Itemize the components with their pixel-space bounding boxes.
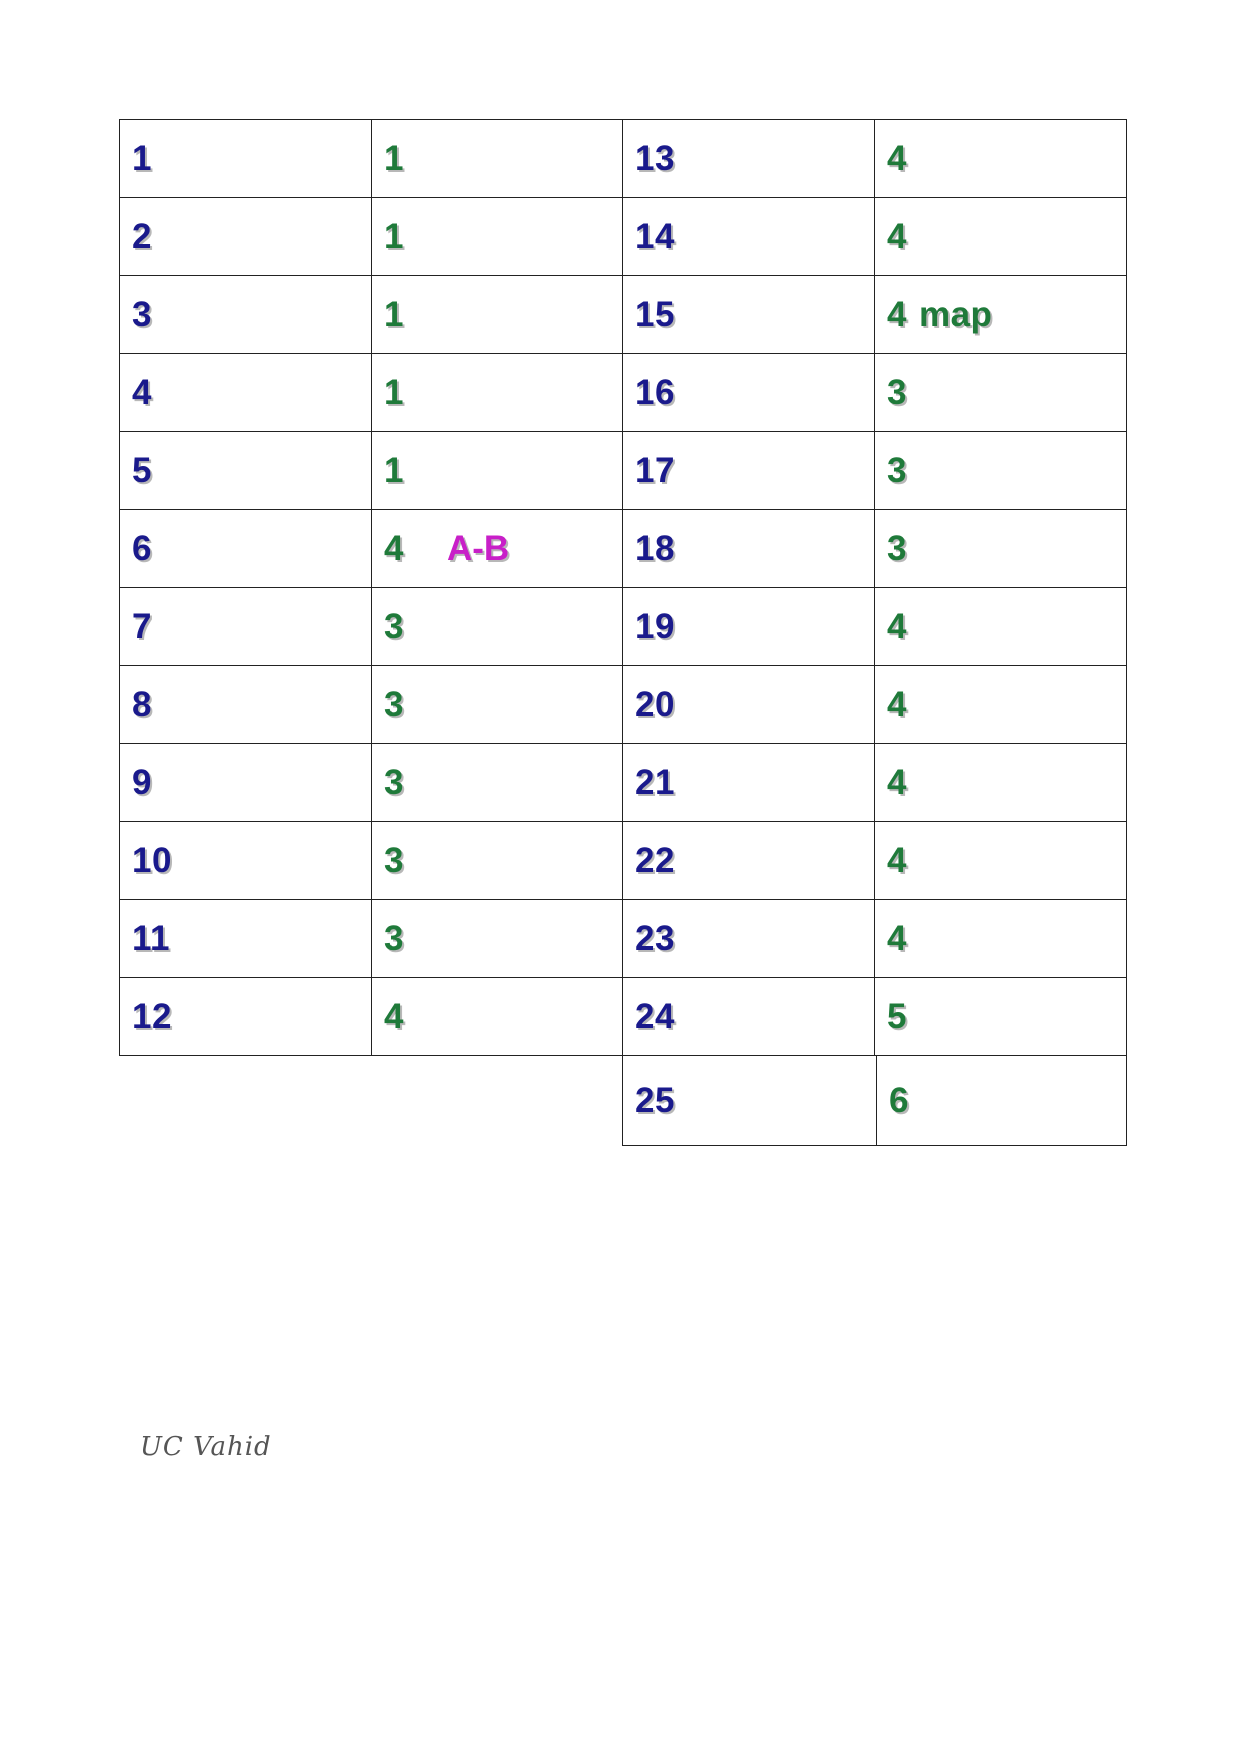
question-number-value: 23 — [635, 918, 675, 958]
answer-note: map — [918, 294, 993, 334]
question-number-value: 15 — [635, 294, 675, 334]
question-number-value: 21 — [635, 762, 675, 802]
answer-value: 4 — [384, 996, 404, 1036]
answer — [887, 528, 907, 568]
question-number-cell — [119, 587, 372, 666]
question-number-value: 8 — [132, 684, 152, 724]
question-number — [132, 450, 152, 490]
question-number — [132, 684, 152, 724]
question-number-cell — [119, 821, 372, 900]
answer-cell — [371, 197, 623, 276]
question-number — [132, 294, 152, 334]
question-number — [132, 372, 152, 412]
answer — [384, 138, 404, 178]
question-number-cell — [119, 899, 372, 978]
answer-value: 4 — [887, 138, 907, 178]
answer-value: 3 — [384, 606, 404, 646]
answer-cell — [371, 353, 623, 432]
answer-value: 3 — [384, 762, 404, 802]
answer-cell — [876, 1055, 1127, 1146]
question-number — [635, 684, 675, 724]
question-number — [132, 606, 152, 646]
question-number-cell — [622, 197, 875, 276]
question-number-cell — [119, 665, 372, 744]
answer — [887, 294, 993, 334]
answer — [384, 762, 404, 802]
answer — [887, 372, 907, 412]
answer — [887, 918, 907, 958]
question-number — [635, 450, 675, 490]
question-number-cell — [119, 197, 372, 276]
answer-value: 3 — [384, 918, 404, 958]
answer-cell — [874, 431, 1127, 510]
question-number-cell — [622, 977, 875, 1056]
question-number — [635, 138, 675, 178]
question-number-cell — [119, 275, 372, 354]
answer-value: 3 — [887, 528, 907, 568]
answer-cell — [371, 977, 623, 1056]
answer-note: A-B — [447, 528, 510, 568]
question-number — [635, 528, 675, 568]
answer-cell — [371, 119, 623, 198]
answer — [887, 138, 907, 178]
answer-value: 1 — [384, 450, 404, 490]
question-number-cell — [119, 509, 372, 588]
answer-cell — [874, 197, 1127, 276]
question-number-cell — [622, 587, 875, 666]
question-number — [635, 216, 675, 256]
answer-value: 4 — [887, 918, 907, 958]
answer — [887, 450, 907, 490]
question-number-value: 17 — [635, 450, 675, 490]
question-number-value: 16 — [635, 372, 675, 412]
answer-cell — [371, 821, 623, 900]
question-number-value: 2 — [132, 216, 152, 256]
question-number-cell — [622, 275, 875, 354]
question-number-value: 6 — [132, 528, 152, 568]
answer — [384, 528, 404, 568]
question-number-value: 14 — [635, 216, 675, 256]
question-number-cell — [119, 431, 372, 510]
question-number — [132, 918, 170, 958]
question-number-cell — [119, 743, 372, 822]
question-number-value: 5 — [132, 450, 152, 490]
question-number-value: 9 — [132, 762, 152, 802]
answer-cell — [371, 743, 623, 822]
question-number-value: 22 — [635, 840, 675, 880]
question-number — [635, 840, 675, 880]
answer-cell — [371, 275, 623, 354]
question-number-value: 25 — [635, 1080, 675, 1120]
answer-cell — [874, 977, 1127, 1056]
question-number-value: 1 — [132, 138, 152, 178]
signature: UC Vahid — [140, 1432, 272, 1462]
question-number-cell — [622, 821, 875, 900]
question-number-cell — [622, 431, 875, 510]
question-number — [635, 372, 675, 412]
answer — [384, 996, 404, 1036]
question-number-cell — [622, 353, 875, 432]
answer-cell — [371, 899, 623, 978]
answer-value: 6 — [889, 1080, 909, 1120]
answer-value: 1 — [384, 138, 404, 178]
question-number-cell — [119, 353, 372, 432]
answer-value: 4 — [887, 606, 907, 646]
question-number-cell — [622, 119, 875, 198]
answer — [887, 216, 907, 256]
answer — [887, 762, 907, 802]
answer-value: 3 — [384, 684, 404, 724]
answer-value: 3 — [384, 840, 404, 880]
answer-cell — [874, 509, 1127, 588]
answer — [887, 606, 907, 646]
question-number-value: 10 — [132, 840, 172, 880]
answer-value: 4 — [887, 684, 907, 724]
answer-cell — [874, 119, 1127, 198]
answer — [384, 918, 404, 958]
answer-value: 4 — [384, 528, 404, 568]
question-number — [132, 996, 172, 1036]
question-number-cell — [622, 899, 875, 978]
question-number — [635, 918, 675, 958]
question-number — [132, 840, 172, 880]
answer — [887, 684, 907, 724]
question-number — [132, 528, 152, 568]
answer — [384, 606, 404, 646]
answer-value: 4 — [887, 216, 907, 256]
answer-cell — [371, 431, 623, 510]
answer-value: 1 — [384, 372, 404, 412]
question-number — [635, 1080, 675, 1120]
question-number — [635, 606, 675, 646]
answer — [384, 372, 404, 412]
question-number-value: 12 — [132, 996, 172, 1036]
answer — [889, 1080, 909, 1120]
question-number-cell — [622, 509, 875, 588]
answer — [887, 996, 907, 1036]
answer — [887, 840, 907, 880]
answer-cell — [874, 275, 1127, 354]
question-number-value: 24 — [635, 996, 675, 1036]
answer-cell — [874, 587, 1127, 666]
answer-cell — [874, 353, 1127, 432]
answer — [384, 840, 404, 880]
question-number-value: 11 — [132, 918, 170, 958]
answer-value: 4 — [887, 762, 907, 802]
answer-value: 5 — [887, 996, 907, 1036]
answer-value: 3 — [887, 372, 907, 412]
answer-cell — [371, 587, 623, 666]
answer-cell — [874, 821, 1127, 900]
question-number — [635, 294, 675, 334]
question-number — [132, 138, 152, 178]
answer-value: 3 — [887, 450, 907, 490]
question-number-value: 19 — [635, 606, 675, 646]
answer — [384, 684, 404, 724]
question-number-value: 4 — [132, 372, 152, 412]
answer — [384, 294, 404, 334]
answer-value: 4 — [887, 840, 907, 880]
answer-value: 1 — [384, 294, 404, 334]
answer-cell — [874, 899, 1127, 978]
question-number — [635, 762, 675, 802]
question-number-cell — [622, 1055, 877, 1146]
answer-cell — [371, 509, 623, 588]
answer-value: 1 — [384, 216, 404, 256]
answer — [384, 450, 404, 490]
question-number-value: 7 — [132, 606, 152, 646]
answer-cell — [874, 665, 1127, 744]
question-number-value: 18 — [635, 528, 675, 568]
answer-cell — [371, 665, 623, 744]
question-number — [635, 996, 675, 1036]
answer-value: 4 — [887, 294, 907, 334]
question-number-cell — [119, 977, 372, 1056]
question-number — [132, 216, 152, 256]
question-number-cell — [119, 119, 372, 198]
question-number-value: 13 — [635, 138, 675, 178]
question-number — [132, 762, 152, 802]
question-number-cell — [622, 743, 875, 822]
question-number-value: 3 — [132, 294, 152, 334]
answer-cell — [874, 743, 1127, 822]
question-number-value: 20 — [635, 684, 675, 724]
answer — [384, 216, 404, 256]
question-number-cell — [622, 665, 875, 744]
